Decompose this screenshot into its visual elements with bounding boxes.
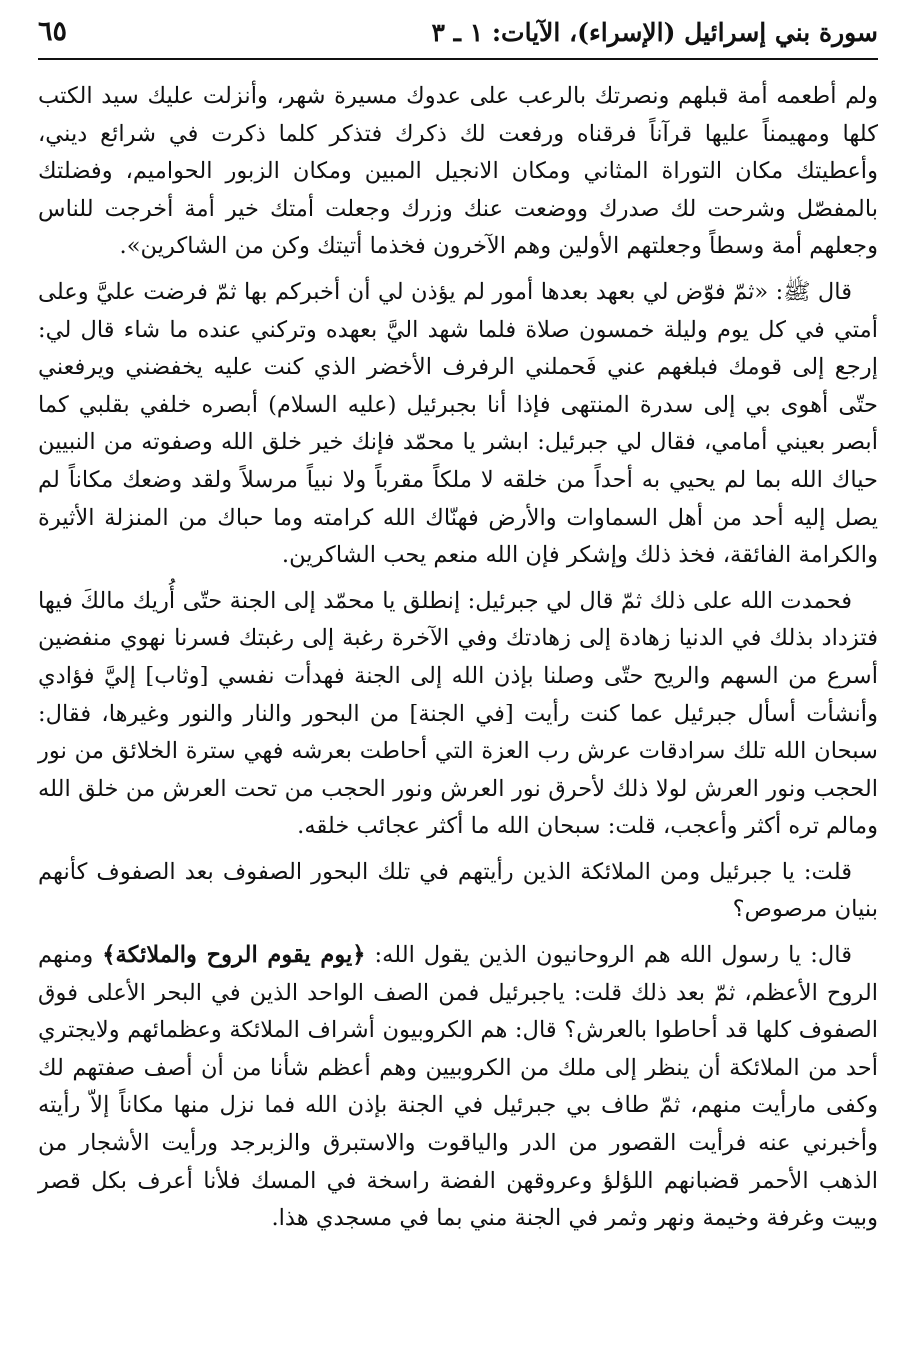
chapter-title: سورة بني إسرائيل (الإسراء)، الآيات: ١ ـ ٣ <box>431 18 878 47</box>
paragraph-5-rest: ومنهم الروح الأعظم، ثمّ بعد ذلك قلت: ياجبرئيل فمن الصف الواحد الذين في البحر الأعلى فوق الصفوف كلها قد أحاطوا بالعرش؟ قال: هم الكروبيون أشراف الملائكة وعظمائهم ولايجتري أحد من الملائكة أن ينظر إلى ملك من الكروبيين وهم أعظم شأنا من أن أصف صفتهم لك وكفى مارأيت منهم، ثمّ طاف بي جبرئيل في الجنة بإذن الله فما نزل منها مكاناً إلاّ رأيته وأخبرني عنه فرأيت القصور من الدر والياقوت والاستبرق والزبرجد ورأيت الأشجار من الذهب الأحمر قضبانهم اللؤلؤ وعروقهن الفضة راسخة في المسك فلأنا أعرف بكل قصر وبيت وغرفة وخيمة ونهر وثمر في الجنة مني بما في مسجدي هذا. <box>38 942 878 1232</box>
page-body <box>38 78 878 1238</box>
paragraph-2: قال ﷺ: «ثمّ فوّض لي بعهد بعدها أمور لم يؤذن لي أن أخبركم بها ثمّ فرضت عليَّ وعلى أمتي في كل يوم وليلة خمسون صلاة فلما شهد اليَّ بعهده وتركني عنده ما شاء قال لي: إرجع إلى قومك فبلغهم عني فَحملني الرفرف الأخضر الذي كنت عليه يخفضني ويرفعني حتّى أهوى بي إلى سدرة المنتهى فإذا أنا بجبرئيل (عليه السلام) أبصره خلفي بقلبي كما أبصر بعيني أمامي، فقال لي جبرئيل: ابشر يا محمّد فإنك خير خلق الله وصفوته من النبيين حياك الله بما لم يحيي به أحداً من خلقه لا ملكاً مقرباً ولا نبياً مرسلاً ولقد وضعك مكاناً لم يصل إليه أحد من أهل السماوات والأرض فهنّاك الله كرامته وما حباك من المنزلة الأثيرة والكرامة الفائقة، فخذ ذلك وإشكر فإن الله منعم يحب الشاكرين. <box>38 278 878 569</box>
page-number: ٦٥ <box>38 16 68 47</box>
running-header <box>38 10 878 60</box>
quran-verse-quote: ﴿يوم يقوم الروح والملائكة﴾ <box>102 942 366 969</box>
paragraph-4: قلت: يا جبرئيل ومن الملائكة الذين رأيتهم في تلك البحور الصفوف بعد الصفوف كأنهم بنيان مرصوص؟ <box>38 858 878 923</box>
book-page <box>38 10 878 1362</box>
paragraph-5 <box>38 937 878 1238</box>
paragraph-5-lead: قال: يا رسول الله هم الروحانيون الذين يقول الله: <box>365 942 852 969</box>
paragraph-3: فحمدت الله على ذلك ثمّ قال لي جبرئيل: إنطلق يا محمّد إلى الجنة حتّى أُريك مالكَ فيها فتزداد بذلك في الدنيا زهادة إلى زهادتك وفي الآخرة رغبة إلى رغبتك فسرنا نهوي منفضين أسرع من السهم والريح حتّى وصلنا بإذن الله إلى الجنة فهدأت نفسي [وثاب] إليَّ فؤادي وأنشأت أسأل جبرئيل عما كنت رأيت [في الجنة] من البحور والنار والنور وغيرها، فقال: سبحان الله تلك سرادقات عرش رب العزة التي أحاطت بعرشه فهي سترة الخلائق من نور الحجب ونور العرش لولا ذلك لأحرق نور العرش ونور الحجب من تحت العرش من خلق الله ومالم تره أكثر وأعجب، قلت: سبحان الله ما أكثر عجائب خلقه. <box>38 587 878 840</box>
paragraph-1: ولم أطعمه أمة قبلهم ونصرتك بالرعب على عدوك مسيرة شهر، وأنزلت عليك سيد الكتب كلها ومهيمناً عليها قرآناً فرقناه ورفعت لك ذكرك فتذكر كلما ذكرت في شرائع ديني، وأعطيتك مكان التوراة المثاني ومكان الانجيل المبين ومكان الزبور الحواميم، وفضلتك بالمفصّل وشرحت لك صدرك ووضعت عنك وزرك وجعلت أمتك خير أمة أخرجت للناس وجعلهم أمة وسطاً وجعلتهم الأولين وهم الآخرون فخذما أتيتك وكن من الشاكرين». <box>38 83 878 260</box>
